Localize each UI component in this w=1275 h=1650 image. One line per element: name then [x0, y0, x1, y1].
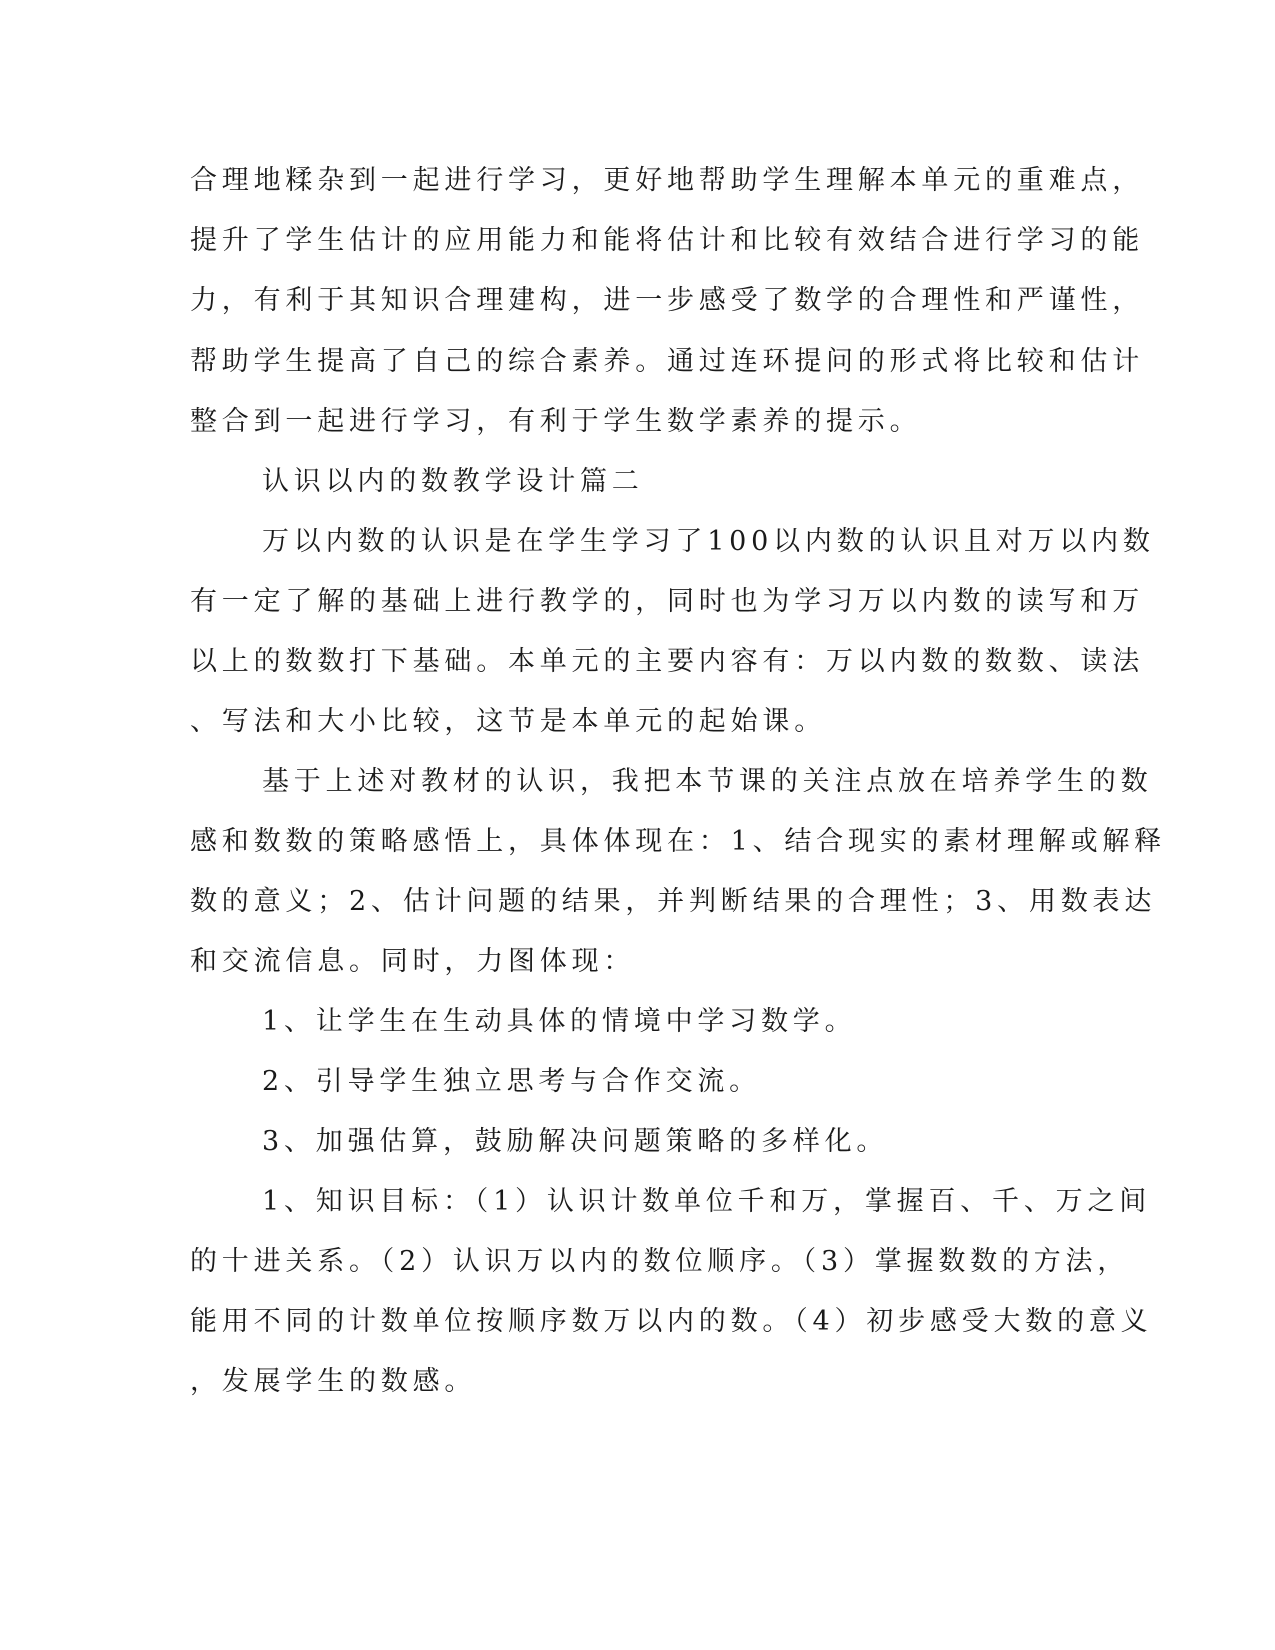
text-line: 力，有利于其知识合理建构，进一步感受了数学的合理性和严谨性，	[190, 285, 1144, 316]
text-line: 能用不同的计数单位按顺序数万以内的数。（4）初步感受大数的意义	[190, 1306, 1153, 1337]
text-line: 有一定了解的基础上进行教学的，同时也为学习万以内数的读写和万	[190, 586, 1144, 617]
text-line: 整合到一起进行学习，有利于学生数学素养的提示。	[190, 406, 922, 437]
text-line: 感和数数的策略感悟上，具体体现在：1、结合现实的素材理解或解释	[190, 826, 1166, 857]
text-line: 和交流信息。同时，力图体现：	[190, 946, 636, 977]
section-heading: 认识以内的数教学设计篇二	[262, 466, 644, 497]
text-line: 的十进关系。（2）认识万以内的数位顺序。（3）掌握数数的方法，	[190, 1246, 1130, 1277]
text-line: 以上的数数打下基础。本单元的主要内容有：万以内数的数数、读法	[190, 646, 1144, 677]
list-item: 3、加强估算，鼓励解决问题策略的多样化。	[262, 1126, 889, 1157]
text-line: 数的意义；2、估计问题的结果，并判断结果的合理性；3、用数表达	[190, 886, 1157, 917]
text-line: 帮助学生提高了自己的综合素养。通过连环提问的形式将比较和估计	[190, 346, 1144, 377]
list-item: 2、引导学生独立思考与合作交流。	[262, 1066, 761, 1097]
text-line: 1、知识目标：（1）认识计数单位千和万，掌握百、千、万之间	[262, 1186, 1152, 1217]
text-line: 万以内数的认识是在学生学习了100以内数的认识且对万以内数	[262, 526, 1155, 557]
text-line: 提升了学生估计的应用能力和能将估计和比较有效结合进行学习的能	[190, 225, 1144, 256]
text-line: 基于上述对教材的认识，我把本节课的关注点放在培养学生的数	[262, 766, 1153, 797]
text-line: 、写法和大小比较，这节是本单元的起始课。	[190, 706, 826, 737]
list-item: 1、让学生在生动具体的情境中学习数学。	[262, 1006, 857, 1037]
text-line: ，发展学生的数感。	[190, 1366, 477, 1397]
text-line: 合理地糅杂到一起进行学习，更好地帮助学生理解本单元的重难点，	[190, 165, 1144, 196]
